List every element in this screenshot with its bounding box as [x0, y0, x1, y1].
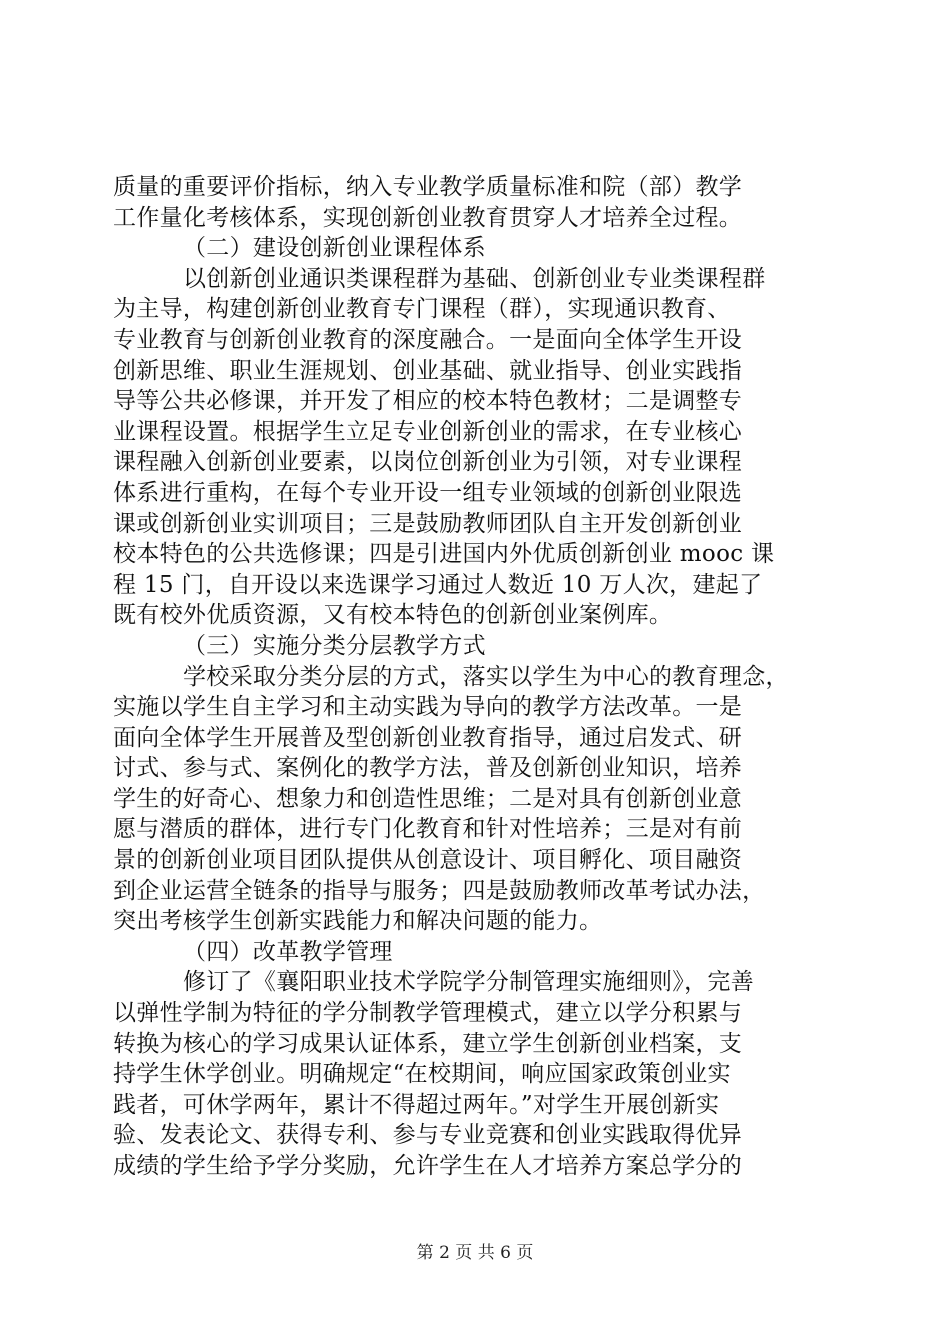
text-line: 创新思维、职业生涯规划、创业基础、就业指导、创业实践指	[113, 357, 743, 384]
text-line: 修订了《襄阳职业技术学院学分制管理实施细则》，完善	[183, 969, 754, 996]
text-line: 程 15 门，自开设以来选课学习通过人数近 10 万人次，建起了	[113, 571, 763, 598]
text-line: （三）实施分类分层教学方式	[183, 632, 486, 659]
text-line: 到企业运营全链条的指导与服务；四是鼓励教师改革考试办法，	[113, 877, 766, 904]
text-line: 课或创新创业实训项目；三是鼓励教师团队自主开发创新创业	[113, 510, 743, 537]
text-line: 质量的重要评价指标，纳入专业教学质量标准和院（部）教学	[113, 174, 743, 200]
text-line: 工作量化考核体系，实现创新创业教育贯穿人才培养全过程。	[113, 204, 743, 231]
text-line: 面向全体学生开展普及型创新创业教育指导，通过启发式、研	[113, 724, 743, 751]
text-line: 学生的好奇心、想象力和创造性思维；二是对具有创新创业意	[113, 785, 743, 812]
text-line: 持学生休学创业。明确规定“在校期间，响应国家政策创业实	[113, 1061, 731, 1088]
document-body	[113, 172, 837, 1182]
text-line: 讨式、参与式、案例化的教学方法，普及创新创业知识，培养	[113, 755, 743, 782]
text-line: 景的创新创业项目团队提供从创意设计、项目孵化、项目融资	[113, 847, 743, 874]
text-line: 专业教育与创新创业教育的深度融合。一是面向全体学生开设	[113, 326, 743, 353]
text-line: 业课程设置。根据学生立足专业创新创业的需求，在专业核心	[113, 418, 743, 445]
text-line: （二）建设创新创业课程体系	[183, 235, 486, 262]
text-line: 践者，可休学两年，累计不得超过两年。”对学生开展创新实	[113, 1091, 720, 1118]
text-line: 校本特色的公共选修课；四是引进国内外优质创新创业 mooc 课	[113, 541, 775, 568]
text-line: 愿与潜质的群体，进行专门化教育和针对性培养；三是对有前	[113, 816, 743, 843]
text-line: 学校采取分类分层的方式，落实以学生为中心的教育理念，	[183, 663, 789, 690]
text-line: 实施以学生自主学习和主动实践为导向的教学方法改革。一是	[113, 694, 743, 721]
page-footer: 第 2 页 共 6 页	[416, 1243, 534, 1263]
text-line: 突出考核学生创新实践能力和解决问题的能力。	[113, 908, 603, 935]
text-line: 验、发表论文、获得专利、参与专业竞赛和创业实践取得优异	[113, 1122, 743, 1149]
text-line: 导等公共必修课，并开发了相应的校本特色教材；二是调整专	[113, 388, 743, 415]
text-line: 体系进行重构，在每个专业开设一组专业领域的创新创业限选	[113, 479, 743, 506]
text-line: （四）改革教学管理	[183, 938, 393, 965]
text-line: 以创新创业通识类课程群为基础、创新创业专业类课程群	[183, 265, 766, 292]
text-line: 成绩的学生给予学分奖励，允许学生在人才培养方案总学分的	[113, 1153, 743, 1179]
text-line: 课程融入创新创业要素，以岗位创新创业为引领，对专业课程	[113, 449, 743, 476]
text-line: 为主导，构建创新创业教育专门课程（群），实现通识教育、	[113, 296, 731, 323]
text-line: 转换为核心的学习成果认证体系，建立学生创新创业档案，支	[113, 1030, 743, 1057]
text-line: 以弹性学制为特征的学分制教学管理模式，建立以学分积累与	[113, 1000, 743, 1027]
text-line: 既有校外优质资源，又有校本特色的创新创业案例库。	[113, 602, 673, 629]
